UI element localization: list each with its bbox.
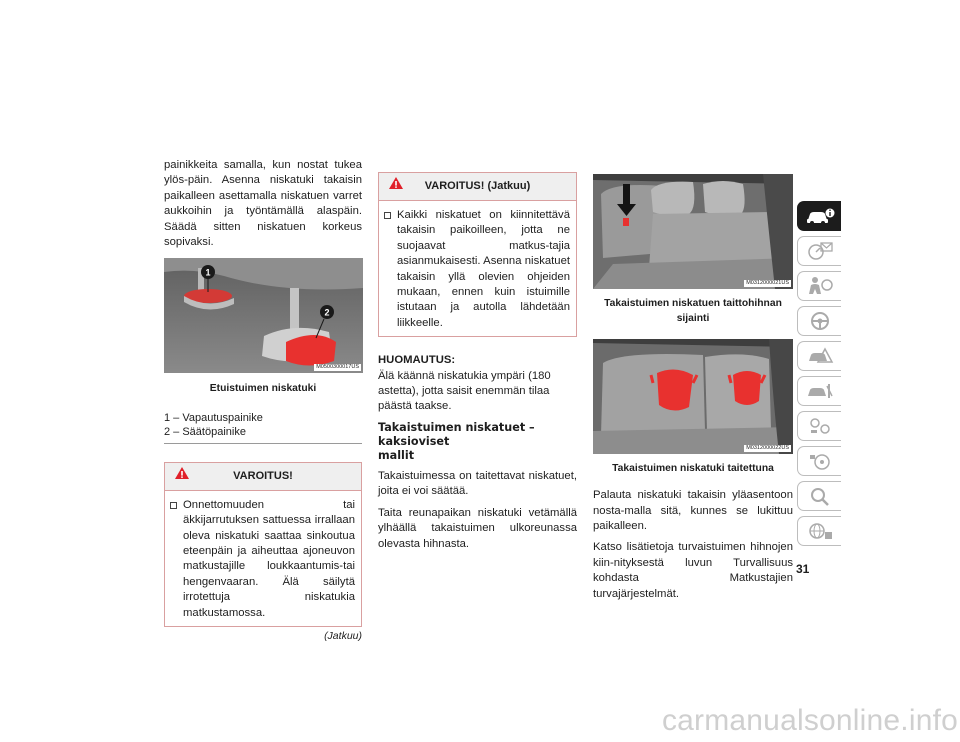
warning-title: VAROITUS! (Jatkuu) (424, 180, 531, 192)
warning-header (379, 173, 576, 201)
page-number: 31 (796, 562, 810, 576)
warning-triangle-icon (174, 466, 190, 480)
steering-wheel-icon (805, 310, 835, 332)
paragraph: Katso lisätietoja turvaistuimen hihnojen kiin-nityksestä luvun Turvallisuus kohdasta Matkustajien turvajärjestelmät. (593, 541, 793, 600)
warning-text: Kaikki niskatuet on kiinnitettävä takaisin paikoilleen, jotta ne suojaavat matkus-tajia asianmukaisesti. Asenna niskatuet takaisin yllä olevien ohjeiden mukaan, ennen kuin istuimille istutaan ja autolla lähdetään liikkeelle. (397, 209, 570, 329)
gauges-icon (805, 415, 835, 437)
bullet-square-icon (384, 212, 391, 219)
warning-text: Onnettomuuden tai äkkijarrutuksen sattuessa irrallaan oleva niskatuki saattaa sinkoutua eteenpäin ja aiheuttaa ajoneuvon matkustajille loukkaantumis-tai hengenvaaran. Älä säilytä irrotettuja niskatukia matkustamossa. (183, 498, 355, 619)
rear-strap-illustration (593, 174, 793, 289)
tab-car-info[interactable] (797, 201, 841, 231)
airbag-person-icon (805, 275, 835, 297)
left-column (164, 158, 362, 645)
rear-folded-illustration (593, 339, 793, 454)
tab-index[interactable] (797, 481, 841, 511)
note-label: HUOMAUTUS: (378, 354, 456, 367)
paragraph: Takaistuimessa on taitettavat niskatuet, joita ei voi säätää. (378, 469, 577, 498)
middle-column (378, 172, 577, 558)
figure-code: M0312000021US (746, 280, 789, 286)
figure-code: M0312000022US (746, 444, 789, 451)
warning-box-continued (378, 172, 577, 337)
car-info-icon (805, 206, 835, 226)
chapter-tabs (797, 201, 842, 551)
bullet-square-icon (170, 502, 177, 509)
continued-label: (Jatkuu) (324, 630, 362, 643)
tab-service[interactable] (797, 376, 841, 406)
figure-caption: Takaistuimen niskatuki taitettuna (612, 462, 774, 474)
callout-list (164, 411, 362, 444)
tab-languages[interactable] (797, 516, 841, 546)
note-text: Älä käännä niskatukia ympäri (180 astetta), jotta saisit enemmän tilaa päästä taakse. (378, 369, 551, 413)
section-heading (378, 421, 577, 463)
tab-specifications[interactable] (797, 411, 841, 441)
tab-dashboard[interactable] (797, 236, 841, 266)
front-headrest-illustration (164, 258, 363, 373)
warning-triangle-icon (388, 176, 404, 190)
section-heading-line-1: Takaistuimen niskatuet – kaksioviset (378, 420, 535, 448)
tab-multimedia[interactable] (797, 446, 841, 476)
warning-header (165, 463, 361, 491)
tab-safety[interactable] (797, 271, 841, 301)
car-tools-icon (805, 380, 835, 402)
warning-item (170, 498, 355, 621)
right-column (593, 174, 793, 608)
tab-emergency[interactable] (797, 341, 841, 371)
paragraph: Palauta niskatuki takaisin yläasentoon nosta-malla sitä, kunnes se lukittuu paikalleen. (593, 489, 793, 533)
callout-item-2: 2 – Säätöpainike (164, 426, 246, 439)
paragraph: Taita reunapaikan niskatuki vetämällä ylhäällä takaistuimen ulkoreunassa olevasta hihnasta. (378, 506, 577, 550)
rear-strap-figure (593, 174, 793, 289)
rear-folded-figure (593, 339, 793, 454)
callout-item-1: 1 – Vapautuspainike (164, 411, 263, 424)
watermark: carmanualsonline.info (661, 704, 958, 737)
globe-language-icon (805, 520, 835, 542)
media-disc-icon (805, 450, 835, 472)
figure-caption: Takaistuimen niskatuen taittohihnan sijainti (604, 298, 782, 325)
intro-paragraph: painikkeita samalla, kun nostat tukea ylös-päin. Asenna niskatuki takaisin paikalleen asettamalla niskatuen varret aukkoihin ja työntämällä alaspäin. Säädä sitten niskatuen korkeus sopivaksi. (164, 159, 362, 249)
section-heading-line-2: mallit (378, 448, 415, 462)
magnifier-icon (805, 485, 835, 507)
warning-box (164, 462, 362, 627)
dashboard-envelope-icon (805, 240, 835, 262)
figure-code: M0500300017US (316, 364, 359, 371)
warning-title: VAROITUS! (233, 469, 293, 482)
figure-marker-2: 2 (324, 307, 330, 318)
warning-car-icon (805, 345, 835, 367)
front-headrest-figure (164, 258, 363, 373)
figure-marker-1: 1 (205, 267, 211, 278)
figure-caption: Etuistuimen niskatuki (209, 383, 317, 395)
tab-driving[interactable] (797, 306, 841, 336)
warning-item (384, 208, 570, 331)
